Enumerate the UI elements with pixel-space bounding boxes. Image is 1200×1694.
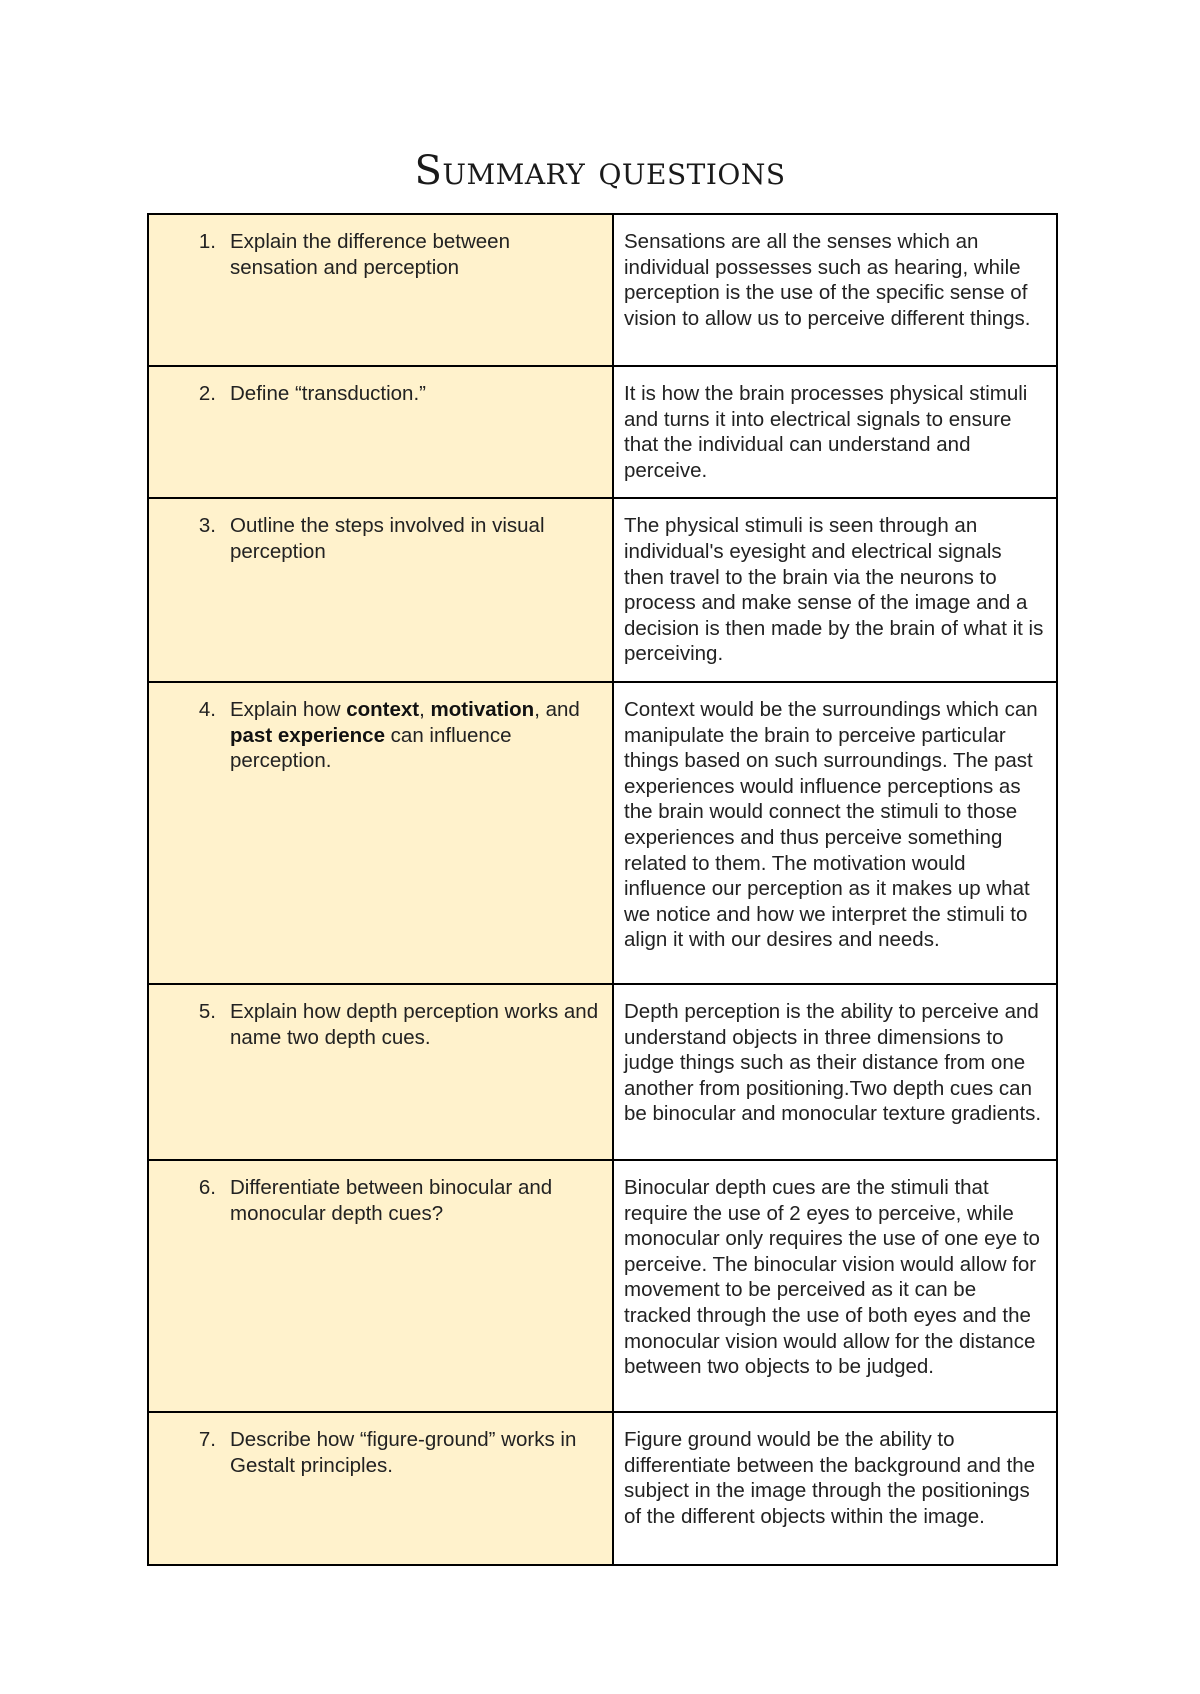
question-text: Explain the difference between sensation and perception bbox=[230, 230, 510, 279]
question-text: Differentiate between binocular and monocular depth cues? bbox=[230, 1175, 553, 1225]
question-text-part: Explain how bbox=[230, 697, 347, 721]
table-row bbox=[148, 214, 1057, 366]
question-text: Outline the steps involved in visual perception bbox=[230, 514, 545, 563]
answer-cell: It is how the brain processes physical stimuli and turns it into electrical signals to ensure that the individual can understand and perceive. bbox=[613, 366, 1057, 498]
question-number: 5. bbox=[198, 999, 216, 1023]
table-row bbox=[148, 984, 1057, 1160]
question-text: Define “transduction.” bbox=[230, 382, 426, 405]
question-number: 7. bbox=[198, 1427, 216, 1451]
question-text: Explain how depth perception works and name two depth cues. bbox=[230, 999, 599, 1049]
bold-term-past-experience: past experience bbox=[230, 723, 385, 747]
question-number: 2. bbox=[198, 382, 216, 405]
summary-table bbox=[147, 213, 1058, 1566]
table-row bbox=[148, 366, 1057, 498]
question-number: 1. bbox=[198, 230, 216, 253]
question-number: 3. bbox=[198, 514, 216, 538]
question-text: Describe how “figure-ground” works in Gestalt principles. bbox=[230, 1427, 577, 1477]
page-title: Summary questions bbox=[414, 148, 786, 194]
question-cell bbox=[148, 214, 613, 366]
answer-cell: Figure ground would be the ability to differentiate between the background and the subject in the image through the positionings of the different objects within the image. bbox=[613, 1412, 1057, 1565]
question-text bbox=[230, 697, 602, 774]
question-cell bbox=[148, 1160, 613, 1412]
answer-cell: Context would be the surroundings which can manipulate the brain to perceive particular things based on such surroundings. The past experiences would influence perceptions as the brain would connect the stimuli to those experiences and thus perceive something related to them. The motivation would influence our perception as it makes up what we notice and how we interpret the stimuli to align it with our desires and needs. bbox=[613, 682, 1057, 984]
question-cell bbox=[148, 984, 613, 1160]
question-cell bbox=[148, 498, 613, 682]
question-number: 4. bbox=[198, 697, 216, 721]
question-cell bbox=[148, 366, 613, 498]
answer-cell: Sensations are all the senses which an individual possesses such as hearing, while perception is the use of the specific sense of vision to allow us to perceive different things. bbox=[613, 214, 1057, 366]
question-text-part: , and bbox=[534, 697, 580, 721]
question-cell bbox=[148, 1412, 613, 1565]
table-row bbox=[148, 1160, 1057, 1412]
answer-cell: Binocular depth cues are the stimuli that require the use of 2 eyes to perceive, while monocular only requires the use of one eye to perceive. The binocular vision would allow for movement to be perceived as it can be tracked through the use of both eyes and the monocular vision would allow for the distance between two objects to be judged. bbox=[613, 1160, 1057, 1412]
answer-cell: The physical stimuli is seen through an individual's eyesight and electrical signals then travel to the brain via the neurons to process and make sense of the image and a decision is then made by the brain of what it is perceiving. bbox=[613, 498, 1057, 682]
bold-term-motivation: motivation bbox=[430, 697, 535, 721]
question-text-part: can influence perception. bbox=[230, 723, 512, 773]
bold-term-context: context bbox=[346, 697, 420, 721]
table-row bbox=[148, 682, 1057, 984]
answer-cell: Depth perception is the ability to perceive and understand objects in three dimensions to judge things such as their distance from one another from positioning.Two depth cues can be binocular and monocular texture gradients. bbox=[613, 984, 1057, 1160]
question-text-part: , bbox=[419, 697, 431, 721]
table-row bbox=[148, 1412, 1057, 1565]
question-cell bbox=[148, 682, 613, 984]
question-number: 6. bbox=[198, 1175, 216, 1199]
table-row bbox=[148, 498, 1057, 682]
